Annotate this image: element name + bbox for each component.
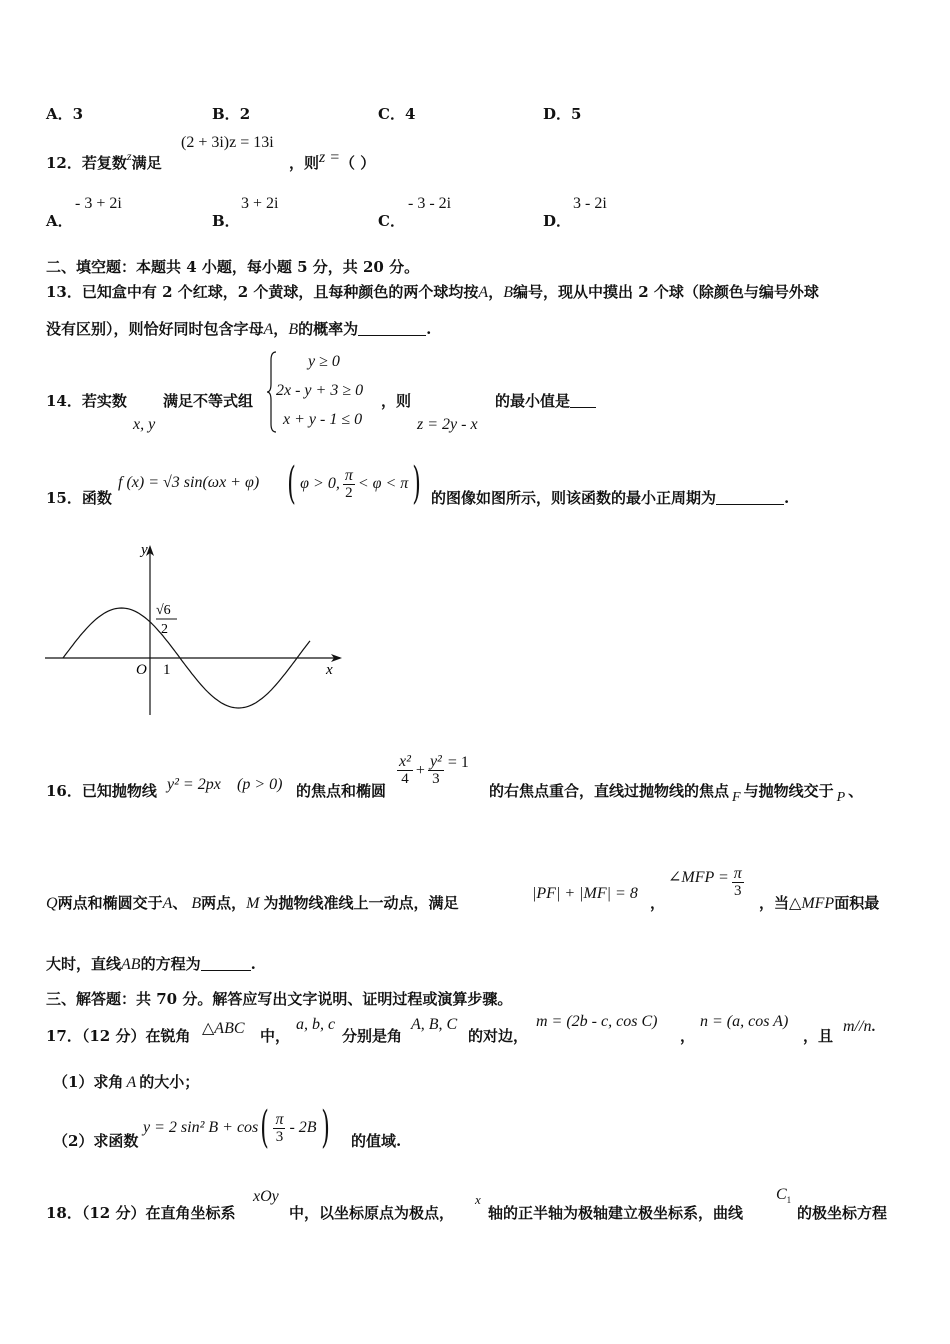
q16-ellipse: $\frac{\text{x²}}{4}$ + $\frac{\text{y²}}{3}$ = 1 (399, 753, 469, 787)
q16-p-condition: (p > 0) (237, 776, 283, 793)
q18-x: x (475, 1192, 481, 1207)
section3-title: 三、解答题：共 70 分。解答应写出文字说明、证明过程或演算步骤。 (46, 990, 513, 1008)
q12-option-a-value: - 3 + 2i (75, 195, 122, 212)
q16-stem: 16．已知抛物线 (46, 782, 157, 800)
q12-option-b-value: 3 + 2i (241, 195, 279, 212)
q16-pi-over-3: $\frac{\pi}{3}$ (733, 865, 742, 899)
q14-constraint-2: 2x - y + 3 ≥ 0 (276, 382, 364, 399)
q18-xoy: xOy (253, 1188, 279, 1205)
q14-constraint-1: y ≥ 0 (308, 353, 340, 370)
q15-answer-blank[interactable] (716, 490, 784, 505)
q14-tail: 的最小值是 (495, 390, 596, 411)
origin-label: O (136, 662, 147, 678)
q12-option-d-letter: D． (543, 212, 572, 230)
q17-comma: ， (680, 1027, 696, 1045)
q18-text2: 中，以坐标原点为极点， (289, 1204, 455, 1222)
intercept-numerator: √6 (156, 603, 171, 618)
q17-parallel: m//n. (843, 1018, 876, 1035)
q17-part2-function: y = 2 sin² B + cos ( $\frac{\pi}{3}$ - 2B ) (143, 1102, 330, 1153)
q12-option-b-letter: B． (212, 212, 240, 230)
y-axis-label: y (141, 542, 148, 558)
q15-stem: 15．函数 (46, 489, 112, 507)
q15-sine-graph (40, 535, 350, 725)
q17-part2: （2）求函数 (53, 1132, 139, 1150)
q17-ABC: A, B, C (411, 1016, 458, 1033)
q16-y2-over-3: $\frac{\text{y²}}{3}$ (429, 753, 442, 787)
q11-option-c: C．4 (378, 105, 416, 123)
q14-then: ，则 (381, 392, 412, 410)
q12-option-c-letter: C． (378, 212, 405, 230)
tick-label-1: 1 (163, 662, 171, 678)
x-axis-label: x (326, 662, 333, 678)
q16-text3: 的右焦点重合，直线过抛物线的焦点 F 与抛物线交于 P 、 (489, 782, 864, 805)
q16-comma: ， (650, 894, 666, 912)
q16-line2: Q两点和椭圆交于A、 B两点，M 为抛物线准线上一动点，满足 (46, 894, 459, 912)
q16-pf-mf: |PF| + |MF| = 8 (532, 885, 638, 902)
q18-stem: 18．（12 分）在直角坐标系 (46, 1204, 236, 1222)
q16-text2: 的焦点和椭圆 (296, 782, 387, 800)
q11-option-a: A．3 (46, 105, 84, 123)
section2-title: 二、填空题：本题共 4 小题，每小题 5 分，共 20 分。 (46, 258, 420, 276)
q12-equation: (2 + 3i)z = 13i (181, 134, 274, 151)
q17-stem: 17．（12 分）在锐角 (46, 1027, 191, 1045)
q17-text4: ，且 (803, 1027, 834, 1045)
q15-function: f (x) = √3 sin(ωx + φ) (118, 474, 260, 491)
q18-curve-C1: $C_1$ (776, 1186, 792, 1206)
q16-parabola: y² = 2px (167, 776, 221, 793)
q12-option-a-letter: A． (46, 212, 73, 230)
intercept-denominator: 2 (161, 622, 168, 637)
q12-option-c-value: - 3 - 2i (408, 195, 452, 212)
q17-vector-n: n = (a, cos A) (700, 1013, 789, 1030)
q17-abc: a, b, c (296, 1016, 336, 1033)
q13-line2: 没有区别），则恰好同时包含字母A，B的概率为 . (46, 320, 432, 338)
q12-stem: 12．若复数$^z$满足 (46, 149, 162, 172)
q12-stem-tail: ，则z =（ ） (289, 149, 376, 172)
q16-angle: ∠MFP = $\frac{\pi}{3}$ (668, 865, 742, 899)
q16-answer-blank[interactable] (201, 956, 251, 971)
q17-vector-m: m = (2b - c, cos C) (536, 1013, 658, 1030)
q14-constraint-3: x + y - 1 ≤ 0 (283, 411, 363, 428)
q13-answer-blank[interactable] (358, 321, 426, 336)
q13-line1: 13．已知盒中有 2 个红球，2 个黄球，且每种颜色的两个球均按A，B编号，现从中摸出 2 个球（除颜色与编号外球 (46, 283, 819, 301)
q16-line3: 大时，直线AB的方程为 . (46, 955, 256, 973)
q12-option-d-value: 3 - 2i (573, 195, 607, 212)
q17-part2-tail: 的值域. (351, 1132, 402, 1150)
q17-part1: （1）求角 A 的大小； (53, 1073, 200, 1091)
q17-triangle: △ABC (202, 1020, 245, 1037)
q14-stem: 14．若实数 (46, 392, 127, 410)
q16-line2-tail: ，当△MFP面积最 (759, 894, 880, 912)
q14-stem-2: 满足不等式组 (163, 392, 254, 410)
q14-answer-blank[interactable] (570, 393, 596, 408)
q17-text2: 分别是角 (342, 1027, 403, 1045)
q11-option-b: B．2 (212, 105, 251, 123)
q15-tail: 的图像如图所示，则该函数的最小正周期为 . (431, 489, 790, 507)
q14-vars: x, y (133, 416, 156, 433)
q15-pi-over-2: $\frac{\pi}{2}$ (344, 466, 353, 501)
q17-pi-over-3: $\frac{\pi}{3}$ (275, 1110, 284, 1145)
q18-text4: 的极坐标方程 (797, 1204, 888, 1222)
q11-option-d: D．5 (543, 105, 582, 123)
q17-text3: 的对边， (468, 1027, 529, 1045)
q16-x2-over-4: $\frac{\text{x²}}{4}$ (399, 753, 411, 787)
q14-objective: z = 2y - x (417, 416, 478, 433)
q17-text1: 中， (260, 1027, 291, 1045)
q15-condition: ( φ > 0, $\frac{\pi}{2}$ < φ < π ) (287, 458, 422, 509)
q18-text3: 轴的正半轴为极轴建立极坐标系，曲线 (488, 1204, 744, 1222)
